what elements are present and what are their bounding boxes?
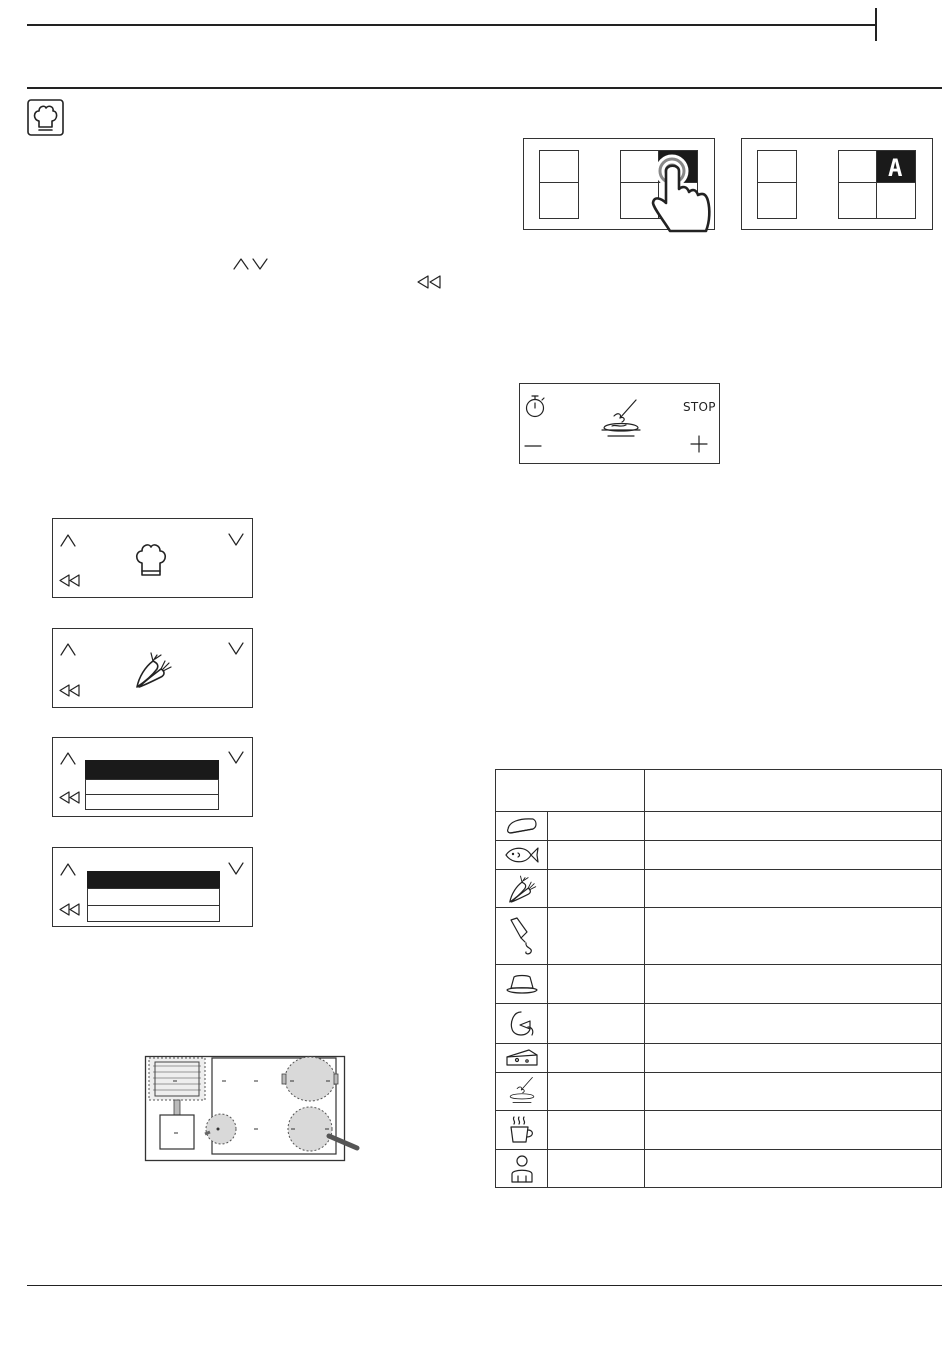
table-row <box>496 1111 942 1150</box>
hot-drink-icon <box>508 1115 536 1145</box>
chef-hat-icon <box>27 99 64 136</box>
table-row <box>496 841 942 870</box>
list-item[interactable] <box>85 794 219 810</box>
sauce-icon <box>507 916 537 956</box>
arrow-up-icon[interactable] <box>60 751 76 765</box>
carrot-icon <box>133 649 173 691</box>
arrow-up-down-icon <box>232 256 270 270</box>
list-item[interactable] <box>87 888 220 906</box>
arrow-up-icon[interactable] <box>60 642 76 656</box>
stop-label[interactable]: STOP <box>683 400 716 414</box>
arrow-up-icon[interactable] <box>60 533 76 547</box>
stopwatch-icon <box>524 394 546 418</box>
menu-screen-vegetables <box>52 628 253 708</box>
arrow-up-icon[interactable] <box>60 862 76 876</box>
table-row <box>496 1004 942 1044</box>
list-item-selected[interactable] <box>85 760 219 780</box>
arrow-down-icon[interactable] <box>228 862 244 876</box>
vegetables-icon <box>506 873 538 905</box>
fish-icon <box>504 844 540 866</box>
arrow-down-icon[interactable] <box>228 642 244 656</box>
back-icon[interactable] <box>59 903 81 916</box>
pasta-icon <box>506 1076 538 1108</box>
table-header-row <box>496 770 942 812</box>
header-rule <box>27 24 875 26</box>
arrow-down-icon[interactable] <box>228 533 244 547</box>
table-row <box>496 965 942 1004</box>
list-item[interactable] <box>85 779 219 795</box>
egg-icon <box>508 1009 536 1039</box>
section-rule <box>27 87 942 89</box>
user-icon <box>509 1154 535 1184</box>
footer-rule <box>27 1285 942 1286</box>
touch-display-panel <box>523 138 715 230</box>
header-tick <box>875 8 877 41</box>
display-result-panel <box>741 138 933 230</box>
plus-icon[interactable] <box>690 435 708 453</box>
list-item-selected[interactable] <box>87 871 220 889</box>
menu-screen-list-2 <box>52 847 253 927</box>
back-icon[interactable] <box>59 684 81 697</box>
pasta-dish-icon <box>600 398 642 444</box>
table-row <box>496 1044 942 1073</box>
table-row <box>496 908 942 965</box>
back-icon <box>416 275 444 289</box>
food-category-table <box>495 769 942 1188</box>
arrow-down-icon[interactable] <box>228 751 244 765</box>
finger-touch-icon <box>648 151 712 241</box>
menu-screen-list-1 <box>52 737 253 817</box>
table-row <box>496 870 942 908</box>
cooking-display-panel <box>519 383 720 464</box>
meat-icon <box>505 815 539 837</box>
menu-screen-chef <box>52 518 253 598</box>
table-row <box>496 1150 942 1188</box>
minus-icon[interactable] <box>524 440 542 450</box>
hob-diagram <box>145 1054 360 1162</box>
display-letter: A <box>888 154 903 182</box>
list-item[interactable] <box>87 905 220 922</box>
back-icon[interactable] <box>59 791 81 804</box>
table-row <box>496 812 942 841</box>
chef-hat-icon <box>134 541 168 579</box>
dessert-icon <box>505 972 539 996</box>
back-icon[interactable] <box>59 574 81 587</box>
cheese-icon <box>505 1047 539 1069</box>
table-row <box>496 1073 942 1111</box>
